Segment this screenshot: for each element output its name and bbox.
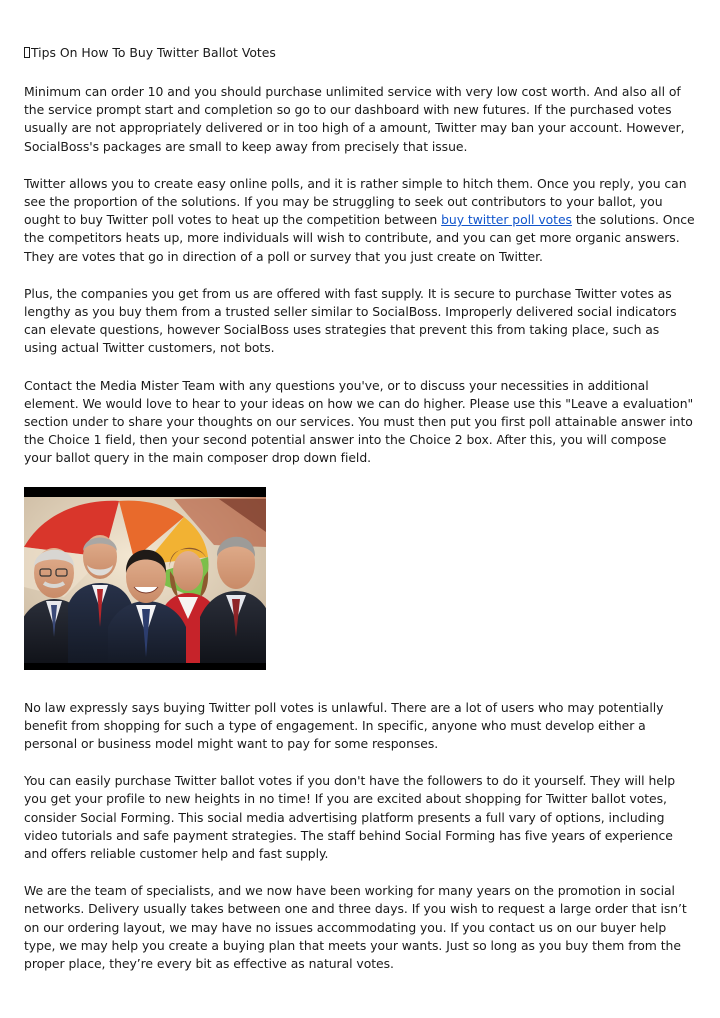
politicians-photo-illustration [24,487,266,670]
paragraph-6: You can easily purchase Twitter ballot votes if you don't have the followers to do it yourself. They will help you get your profile to new heights in no time! If you are excited about shopping for Twitter ballot votes, consider Social Forming. This social media advertising platform presents a full vary of options, including video tutorials and safe payment strategies. The staff behind Social Forming has five years of experience and offers reliable customer help and fast supply. [24,773,676,862]
paragraph-4: Contact the Media Mister Team with any questions you've, or to discuss your necessities in additional element. We would love to hear to your ideas on how we can do higher. Please use this "Leave a evaluation" section under to share your thoughts on our services. You must then put you first poll attainable answer into the Choice 1 field, then your second potential answer into the Choice 2 box. After this, you will compose your ballot query in the main composer drop down field. [24,377,694,466]
missing-glyph-icon [24,47,30,58]
paragraph-3: Plus, the companies you get from us are offered with fast supply. It is secure to purchase Twitter votes as lengthy as you buy them from a trusted seller similar to SocialBoss. Improperly delivered social indicators can elevate questions, however SocialBoss uses strategies that prevent this from taking place, such as using actual Twitter customers, not bots. [24,285,677,356]
politicians-photo [24,487,266,670]
document-title-row [24,44,696,62]
document-title: Tips On How To Buy Twitter Ballot Votes [31,45,276,60]
paragraph-5: No law expressly says buying Twitter poll votes is unlawful. There are a lot of users who may potentially benefit from shopping for such a type of engagement. In specific, anyone who must develop either a personal or business model might want to pay for some responses. [24,699,664,752]
paragraph-7: We are the team of specialists, and we now have been working for many years on the promotion in social networks. Delivery usually takes between one and three days. If you wish to request a large order that isn’t on our ordering layout, we may have no issues accommodating you. If you contact us on our buyer help type, we may help you create a buying plan that meets your wants. Just so long as you buy them from the proper place, they’re every bit as effective as natural votes. [24,883,687,972]
paragraph-1: Minimum can order 10 and you should purchase unlimited service with very low cost worth. And also all of the service prompt start and completion so go to our dashboard with new futures. If the purchased votes usually are not appropriately delivered or in too high of a amount, Twitter may ban your account. However, SocialBoss's packages are small to keep away from precisely that issue. [24,84,685,154]
paragraph-2 [24,175,696,266]
document-page [24,44,696,992]
buy-twitter-poll-votes-link[interactable]: buy twitter poll votes [441,212,572,228]
paragraph-2-text-start: Twitter allows you to create easy online polls, and it is rather simple to hitch them. Once you reply, you can see the proportion of the solutions. If you may be struggling to seek out contributors to your ballot, you ought to buy Twitter poll votes to heat up the competition between [24,175,687,228]
paragraph-2-text-end: the solutions. Once the competitors heats up, more individuals will wish to contribute, and you can get more organic answers. They are votes that go in direction of a poll or survey that you just create on Twitter. [24,212,695,264]
